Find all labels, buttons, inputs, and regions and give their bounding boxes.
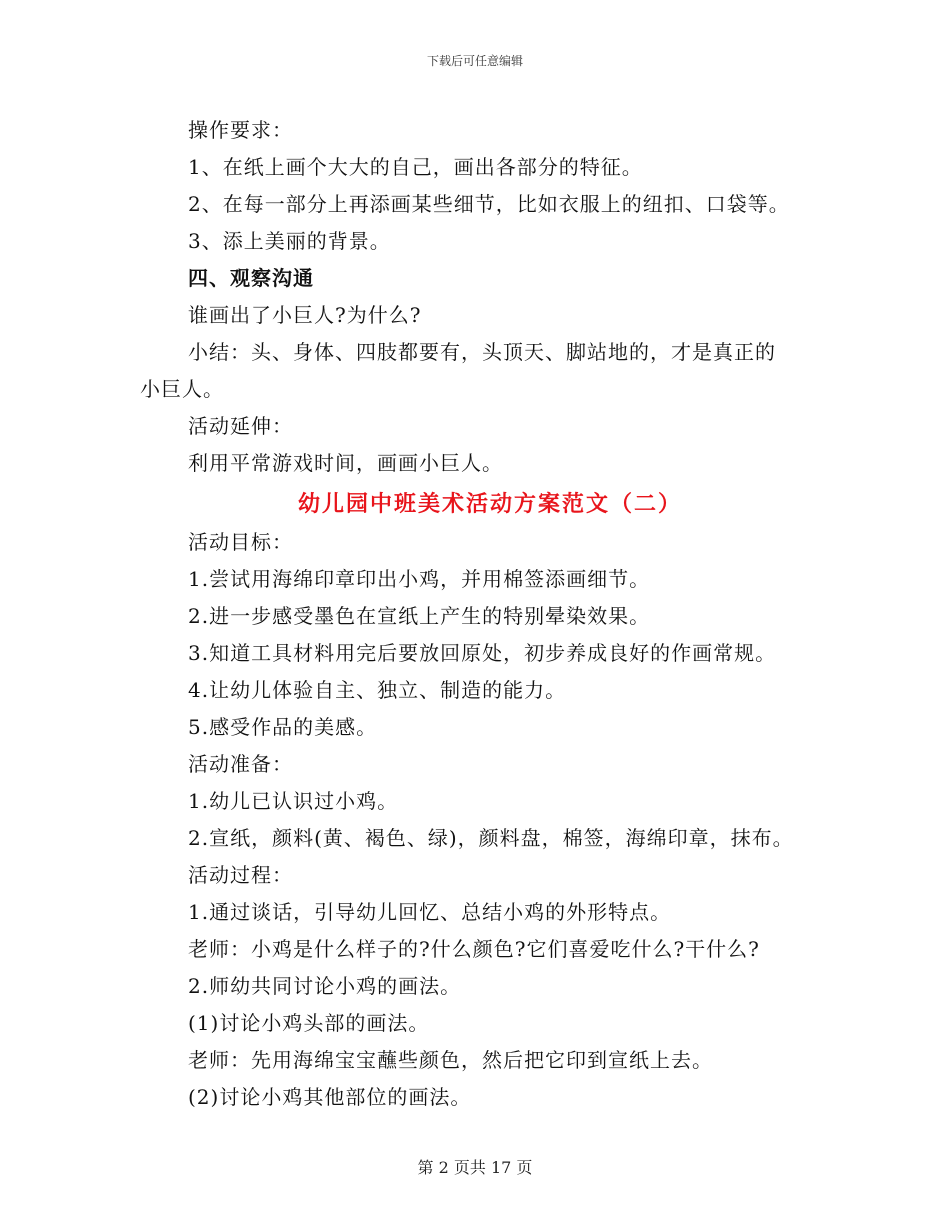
- page-header: 下载后可任意编辑: [426, 54, 523, 68]
- process-item-3: 2.师幼共同讨论小鸡的画法。: [188, 974, 462, 998]
- ops-item-3: 3、添上美丽的背景。: [188, 229, 391, 253]
- process-item-2: 老师：小鸡是什么样子的?什么颜色?它们喜爱吃什么?干什么?: [188, 937, 760, 961]
- summary-line-2: 小巨人。: [140, 377, 224, 401]
- document-body: [140, 112, 820, 1116]
- extension-label: 活动延伸：: [188, 414, 293, 438]
- section-title: 幼儿园中班美术活动方案范文（二）: [297, 491, 682, 517]
- prep-item-1: 1.幼儿已认识过小鸡。: [188, 789, 399, 813]
- page-footer: 第 2 页共 17 页: [417, 1158, 533, 1177]
- goal-item-1: 1.尝试用海绵印章印出小鸡，并用棉签添画细节。: [188, 567, 651, 591]
- process-label: 活动过程：: [188, 863, 293, 887]
- process-item-5: 老师：先用海绵宝宝蘸些颜色，然后把它印到宣纸上去。: [188, 1048, 713, 1072]
- goal-item-2: 2.进一步感受墨色在宣纸上产生的特别晕染效果。: [188, 604, 651, 628]
- section-heading: 四、观察沟通: [188, 266, 314, 290]
- prep-label: 活动准备：: [188, 752, 293, 776]
- prep-item-2: 2.宣纸，颜料(黄、褐色、绿)，颜料盘，棉签，海绵印章，抹布。: [188, 826, 794, 850]
- ops-item-1: 1、在纸上画个大大的自己，画出各部分的特征。: [188, 155, 643, 179]
- summary-line-1: 小结：头、身体、四肢都要有，头顶天、脚站地的，才是真正的: [188, 340, 776, 364]
- process-item-1: 1.通过谈话，引导幼儿回忆、总结小鸡的外形特点。: [188, 900, 672, 924]
- question-text: 谁画出了小巨人?为什么?: [188, 303, 422, 327]
- process-item-6: (2)讨论小鸡其他部位的画法。: [188, 1085, 472, 1109]
- goal-item-3: 3.知道工具材料用完后要放回原处，初步养成良好的作画常规。: [188, 641, 777, 665]
- goal-item-4: 4.让幼儿体验自主、独立、制造的能力。: [188, 678, 567, 702]
- ops-item-2: 2、在每一部分上再添画某些细节，比如衣服上的纽扣、口袋等。: [188, 192, 790, 216]
- process-item-4: (1)讨论小鸡头部的画法。: [188, 1011, 430, 1035]
- extension-text: 利用平常游戏时间，画画小巨人。: [188, 451, 503, 475]
- goals-label: 活动目标：: [188, 530, 293, 554]
- ops-label: 操作要求：: [188, 118, 293, 142]
- goal-item-5: 5.感受作品的美感。: [188, 715, 378, 739]
